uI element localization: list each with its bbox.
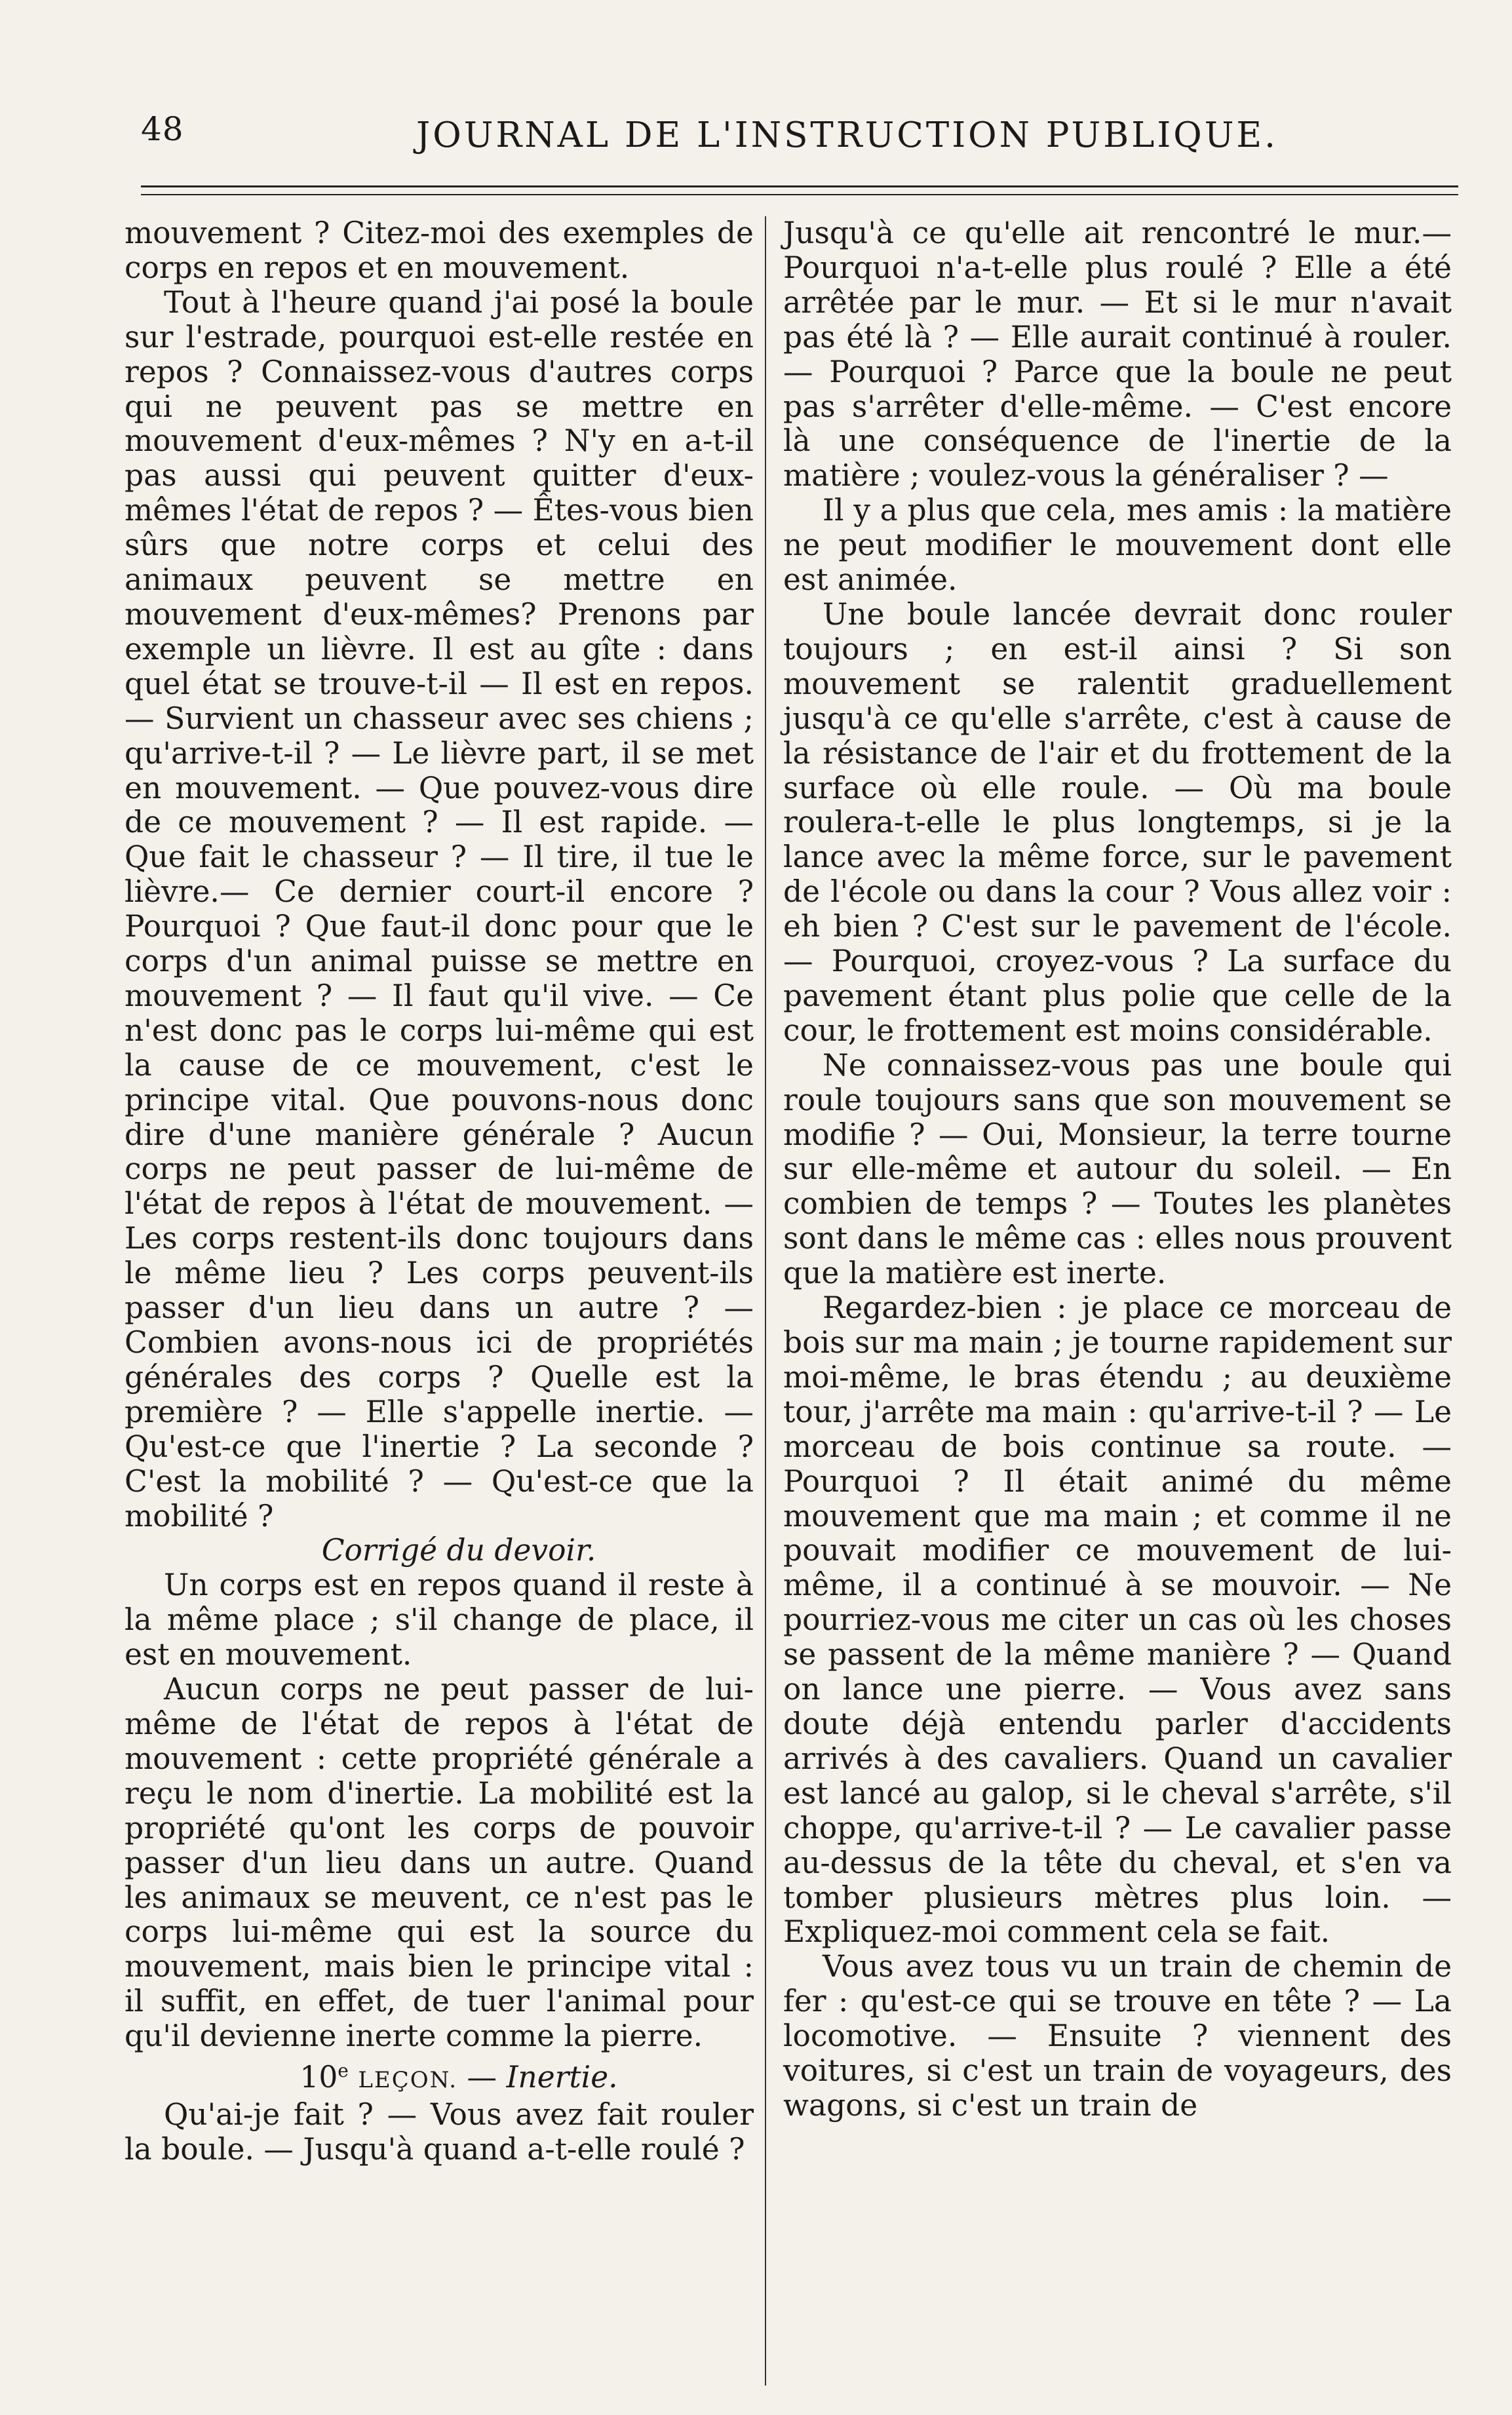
lesson-word: LEÇON. — [358, 2067, 457, 2094]
lesson-dash: — — [457, 2060, 507, 2095]
right-paragraph-4: Ne connaissez-vous pas une boule qui roule toujours sans que son mouvement se modifie ? — Oui, Monsieur, la terre tourne sur elle-même et autour du soleil. — En combien de temps ? — Toutes les planètes sont dans le même cas : elles nous prouvent que la matière est inerte. — [783, 1047, 1452, 1291]
right-paragraph-2: Il y a plus que cela, mes amis : la matière ne peut modifier le mouvement dont elle est animée. — [783, 493, 1452, 598]
lesson-heading — [125, 2054, 754, 2098]
page-number: 48 — [141, 110, 184, 148]
right-paragraph-1: Jusqu'à ce qu'elle ait rencontré le mur.— Pourquoi n'a-t-elle plus roulé ? Elle a été arrêtée par le mur. — Et si le mur n'avait pas été là ? — Elle aurait continué à rouler. — Pourquoi ? Parce que la boule ne peut pas s'arrêter d'elle-même. — C'est encore là une conséquence de l'inertie de la matière ; voulez-vous la généraliser ? — — [783, 216, 1452, 493]
corrige-heading: Corrigé du devoir. — [321, 1533, 596, 1568]
left-column — [125, 216, 754, 2167]
header-rule-top — [141, 185, 1458, 187]
page-header — [141, 105, 1445, 164]
left-paragraph-2: Tout à l'heure quand j'ai posé la boule sur l'estrade, pourquoi est-elle restée en repos ? Connaissez-vous d'autres corps qui ne peuvent pas se mettre en mouvement d'eux-mêmes ? N'y en a-t-il pas aussi qui peuvent quitter d'eux-mêmes l'état de repos ? — Êtes-vous bien sûrs que notre corps et celui des animaux peuvent se mettre en mouvement d'eux-mêmes? Prenons par exemple un lièvre. Il est au gîte : dans quel état se trouve-t-il — Il est en repos. — Survient un chasseur avec ses chiens ; qu'arrive-t-il ? — Le lièvre part, il se met en mouvement. — Que pouvez-vous dire de ce mouvement ? — Il est rapide. — Que fait le chasseur ? — Il tire, il tue le lièvre.— Ce dernier court-il encore ? Pourquoi ? Que faut-il donc pour que le corps d'un animal puisse se mettre en mouvement ? — Il faut qu'il vive. — Ce n'est donc pas le corps lui-même qui est la cause de ce mouvement, c'est le principe vital. Que pouvons-nous donc dire d'une manière générale ? Aucun corps ne peut passer de lui-même de l'état de repos à l'état de mouvement. — Les corps restent-ils donc toujours dans le même lieu ? Les corps peuvent-ils passer d'un lieu dans un autre ? — Combien avons-nous ici de propriétés générales des corps ? Quelle est la première ? — Elle s'appelle inertie. — Qu'est-ce que l'inertie ? La seconde ? C'est la mobilité ? — Qu'est-ce que la mobilité ? — [125, 284, 754, 1534]
right-paragraph-5: Regardez-bien : je place ce morceau de bois sur ma main ; je tourne rapidement sur moi-même, le bras étendu ; au deuxième tour, j'arrête ma main : qu'arrive-t-il ? — Le morceau de bois continue sa route. — Pourquoi ? Il était animé du même mouvement que ma main ; et comme il ne pouvait modifier ce mouvement de lui-même, il a continué à se mouvoir. — Ne pourriez-vous me citer un cas où les choses se passent de la même manière ? — Quand on lance une pierre. — Vous avez sans doute déjà entendu parler d'accidents arrivés à des cavaliers. Quand un cavalier est lancé au galop, si le cheval s'arrête, s'il choppe, qu'arrive-t-il ? — Le cavalier passe au-dessus de la tête du cheval, et s'en va tomber plusieurs mètres plus loin. — Expliquez-moi comment cela se fait. — [783, 1290, 1452, 1950]
running-title: JOURNAL DE L'INSTRUCTION PUBLIQUE. — [416, 115, 1278, 155]
header-rule-bottom — [141, 194, 1458, 195]
left-paragraph-5: Qu'ai-je fait ? — Vous avez fait rouler la boule. — Jusqu'à quand a-t-elle roulé ? — [125, 2097, 754, 2167]
left-paragraph-1: mouvement ? Citez-moi des exemples de corps en repos et en mouvement. — [125, 216, 754, 285]
lesson-title: Inertie. — [506, 2060, 618, 2095]
left-paragraph-4: Aucun corps ne peut passer de lui-même de l'état de repos à l'état de mouvement : cette propriété générale a reçu le nom d'inertie. La mobilité est la propriété qu'ont les corps de pouvoir passer d'un lieu dans un autre. Quand les animaux se meuvent, ce n'est pas le corps lui-même qui est la source du mouvement, mais bien le principe vital : il suffit, en effet, de tuer l'animal pour qu'il devienne inerte comme la pierre. — [125, 1672, 754, 2054]
right-paragraph-6: Vous avez tous vu un train de chemin de fer : qu'est-ce qui se trouve en tête ? — La locomotive. — Ensuite ? viennent des voitures, si c'est un train de voyageurs, des wagons, si c'est un train de — [783, 1949, 1452, 2123]
left-paragraph-3: Un corps est en repos quand il reste à la même place ; s'il change de place, il est en mouvement. — [125, 1568, 754, 1672]
right-paragraph-3: Une boule lancée devrait donc rouler toujours ; en est-il ainsi ? Si son mouvement se ralentit graduellement jusqu'à ce qu'elle s'arrête, c'est à cause de la résistance de l'air et du frottement de la surface où elle roule. — Où ma boule roulera-t-elle le plus longtemps, si je la lance avec la même force, sur le pavement de l'école ou dans la cour ? Vous allez voir : eh bien ? C'est sur le pavement de l'école. — Pourquoi, croyez-vous ? La surface du pavement étant plus polie que celle de la cour, le frottement est moins considérable. — [783, 596, 1452, 1048]
column-divider — [765, 216, 766, 2386]
right-column — [783, 216, 1452, 2123]
lesson-number: 10e — [300, 2060, 349, 2095]
